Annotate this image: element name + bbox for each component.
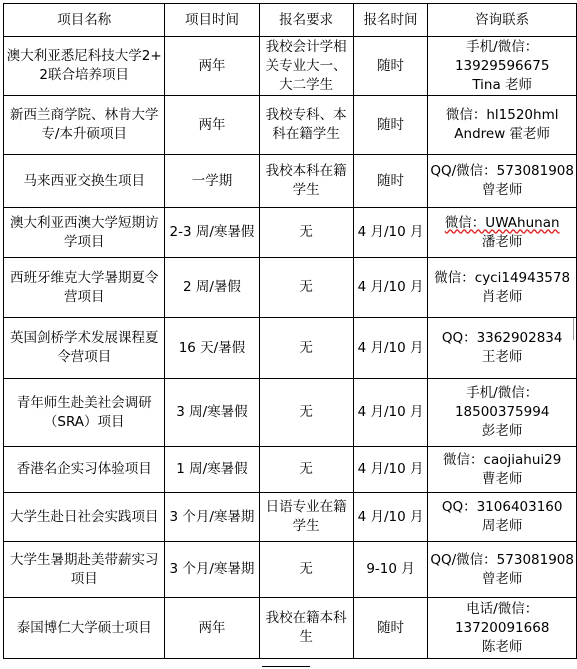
program-name: 香港名企实习体验项目 bbox=[4, 447, 165, 493]
program-name: 新西兰商学院、林肯大学专/本升硕项目 bbox=[4, 96, 165, 155]
contact-line: 13929596675 bbox=[454, 57, 550, 74]
contact-info bbox=[428, 542, 577, 598]
program-name: 澳大利亚悉尼科技大学2+2联合培养项目 bbox=[4, 37, 165, 96]
table-row bbox=[4, 493, 577, 542]
table-row bbox=[4, 37, 577, 96]
registration-time: 9-10 月 bbox=[353, 542, 428, 598]
contact-line: 13720091668 bbox=[454, 619, 550, 636]
contact-line: 电话/微信： bbox=[466, 600, 539, 617]
contact-line: QQ：3106403160 bbox=[441, 499, 563, 515]
program-duration: 3 个月/寒暑期 bbox=[165, 493, 259, 542]
contact-line: Andrew 霍老师 bbox=[454, 126, 551, 142]
contact-line: 微信：hl1520hml bbox=[445, 107, 559, 123]
contact-line: 微信：caojiahui29 bbox=[443, 451, 562, 468]
program-name: 澳大利亚西澳大学短期访学项目 bbox=[4, 208, 165, 258]
contact-info bbox=[428, 379, 577, 447]
program-requirement: 我校在籍本科生 bbox=[259, 598, 353, 659]
program-name: 英国剑桥学术发展课程夏令营项目 bbox=[4, 318, 165, 379]
program-requirement: 我校本科在籍学生 bbox=[259, 155, 353, 208]
program-duration: 两年 bbox=[165, 598, 259, 659]
contact-line: 手机/微信： bbox=[466, 385, 539, 401]
registration-time: 4 月/10 月 bbox=[353, 379, 428, 447]
contact-info bbox=[428, 96, 577, 155]
contact-line: 陈老师 bbox=[481, 638, 523, 655]
header-duration: 项目时间 bbox=[165, 4, 259, 37]
registration-time: 4 月/10 月 bbox=[353, 318, 428, 379]
registration-time: 4 月/10 月 bbox=[353, 208, 428, 258]
program-duration: 3 周/寒暑假 bbox=[165, 379, 259, 447]
table-row bbox=[4, 155, 577, 208]
contact-line: 曾老师 bbox=[481, 570, 523, 587]
page-divider bbox=[262, 666, 310, 667]
contact-line: QQ/微信：573081908 bbox=[430, 551, 574, 568]
registration-time: 随时 bbox=[353, 598, 428, 659]
program-requirement: 无 bbox=[259, 379, 353, 447]
program-name: 马来西亚交换生项目 bbox=[4, 155, 165, 208]
header-requirement: 报名要求 bbox=[259, 4, 353, 37]
contact-info bbox=[428, 208, 577, 258]
program-duration: 一学期 bbox=[165, 155, 259, 208]
table-row bbox=[4, 96, 577, 155]
header-contact: 咨询联系 bbox=[428, 4, 577, 37]
contact-line: 曹老师 bbox=[481, 470, 523, 487]
program-requirement: 我校会计学相关专业大一、大二学生 bbox=[259, 37, 353, 96]
program-duration: 2-3 周/寒暑假 bbox=[165, 208, 259, 258]
header-registration-time: 报名时间 bbox=[353, 4, 428, 37]
program-duration: 两年 bbox=[165, 96, 259, 155]
scrollbar-marker bbox=[573, 318, 576, 340]
table-row bbox=[4, 598, 577, 659]
program-requirement: 无 bbox=[259, 542, 353, 598]
program-name: 青年师生赴美社会调研（SRA）项目 bbox=[4, 379, 165, 447]
header-program-name: 项目名称 bbox=[4, 4, 165, 37]
contact-line: 18500375994 bbox=[454, 404, 550, 420]
contact-line: 曾老师 bbox=[481, 182, 523, 198]
table-row bbox=[4, 258, 577, 318]
program-name: 泰国博仁大学硕士项目 bbox=[4, 598, 165, 659]
contact-line: QQ：3362902834 bbox=[441, 330, 563, 346]
contact-line: 手机/微信： bbox=[466, 38, 539, 55]
contact-info bbox=[428, 598, 577, 659]
program-requirement: 无 bbox=[259, 318, 353, 379]
registration-time: 随时 bbox=[353, 96, 428, 155]
program-requirement: 无 bbox=[259, 208, 353, 258]
table-row bbox=[4, 447, 577, 493]
contact-line: 微信：cyci14943578 bbox=[434, 269, 571, 286]
contact-line: 潘老师 bbox=[481, 233, 523, 250]
contact-wechat-id: 微信：UWAhunan bbox=[444, 214, 560, 231]
contact-line: QQ/微信：573081908 bbox=[430, 163, 574, 179]
contact-info bbox=[428, 318, 577, 379]
registration-time: 4 月/10 月 bbox=[353, 258, 428, 318]
contact-line: 彭老师 bbox=[481, 423, 523, 439]
contact-line: Tina 老师 bbox=[472, 76, 533, 93]
contact-info bbox=[428, 155, 577, 208]
registration-time: 随时 bbox=[353, 37, 428, 96]
program-name: 大学生赴日社会实践项目 bbox=[4, 493, 165, 542]
contact-line bbox=[430, 214, 574, 233]
contact-info bbox=[428, 258, 577, 318]
program-requirement: 我校专科、本科在籍学生 bbox=[259, 96, 353, 155]
program-requirement: 无 bbox=[259, 258, 353, 318]
programs-table bbox=[3, 3, 577, 659]
program-duration: 1 周/寒暑假 bbox=[165, 447, 259, 493]
contact-line: 王老师 bbox=[481, 349, 523, 365]
program-name: 西班牙维克大学暑期夏令营项目 bbox=[4, 258, 165, 318]
table-row bbox=[4, 542, 577, 598]
contact-line: 肖老师 bbox=[481, 288, 523, 305]
program-requirement: 无 bbox=[259, 447, 353, 493]
registration-time: 4 月/10 月 bbox=[353, 447, 428, 493]
program-duration: 16 天/暑假 bbox=[165, 318, 259, 379]
contact-line: 周老师 bbox=[481, 518, 523, 534]
program-duration: 3 个月/寒暑期 bbox=[165, 542, 259, 598]
program-name: 大学生暑期赴美带薪实习项目 bbox=[4, 542, 165, 598]
program-duration: 2 周/暑假 bbox=[165, 258, 259, 318]
contact-info bbox=[428, 37, 577, 96]
contact-info bbox=[428, 493, 577, 542]
table-row bbox=[4, 379, 577, 447]
table-row bbox=[4, 318, 577, 379]
registration-time: 4 月/10 月 bbox=[353, 493, 428, 542]
contact-info bbox=[428, 447, 577, 493]
table-row bbox=[4, 208, 577, 258]
program-duration: 两年 bbox=[165, 37, 259, 96]
registration-time: 随时 bbox=[353, 155, 428, 208]
program-requirement: 日语专业在籍学生 bbox=[259, 493, 353, 542]
table-header-row bbox=[4, 4, 577, 37]
